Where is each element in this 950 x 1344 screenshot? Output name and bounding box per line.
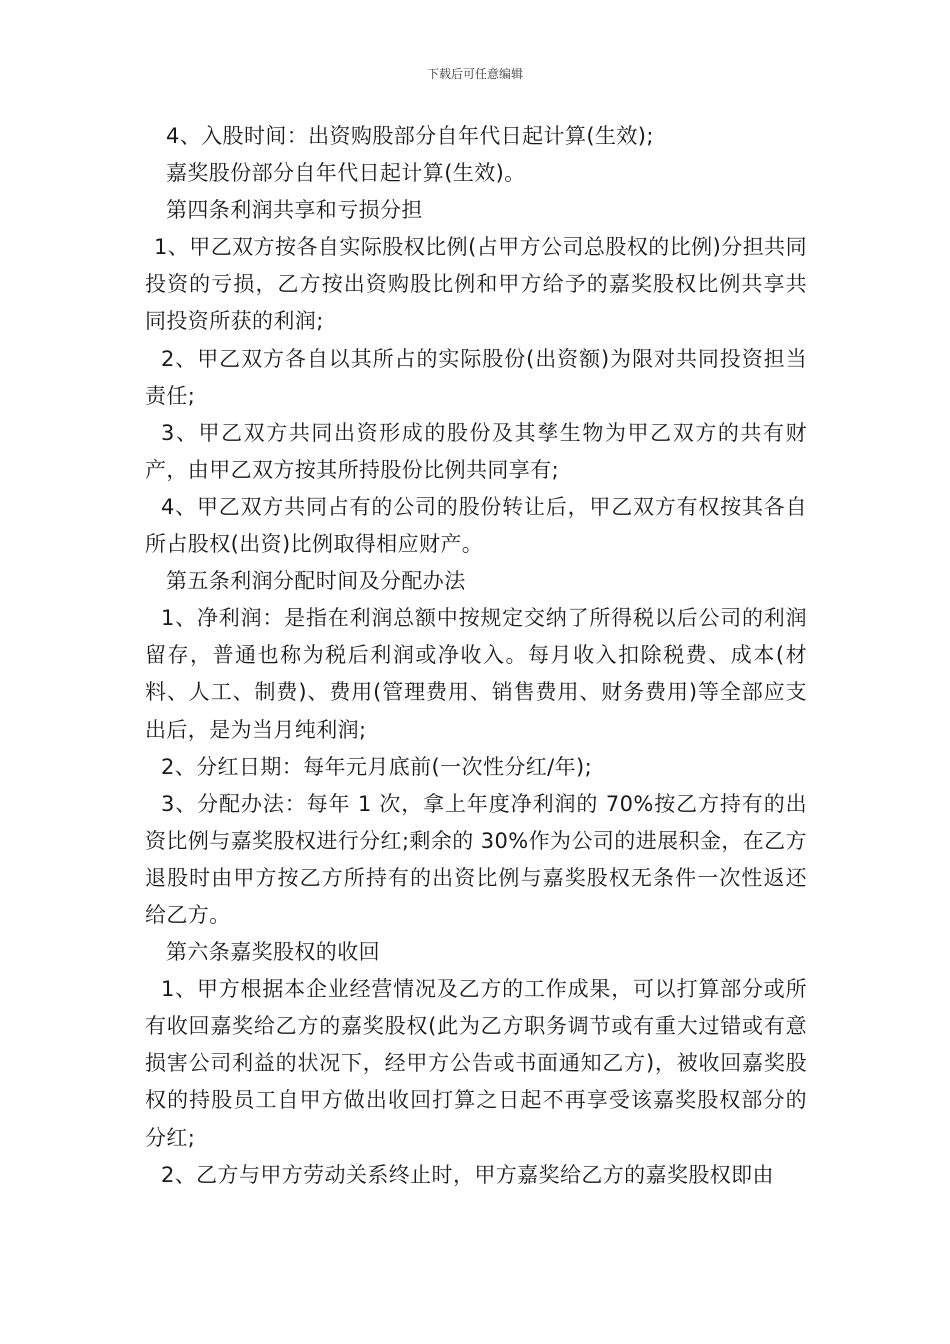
section-heading: 第六条嘉奖股权的收回 [166, 940, 380, 965]
section-heading: 第四条利润共享和亏损分担 [166, 198, 423, 223]
paragraph: 嘉奖股份部分自年代日起计算(生效)。 [166, 161, 526, 186]
paragraph: 3、甲乙双方共同出资形成的股份及其孳生物为甲乙双方的共有财产，由甲乙双方按其所持股份比例共同享有; [145, 420, 807, 482]
section-heading: 第五条利润分配时间及分配办法 [166, 569, 466, 594]
paragraph: 4、甲乙双方共同占有的公司的股份转让后，甲乙双方有权按其各自所占股权(出资)比例取得相应财产。 [145, 494, 807, 557]
paragraph: 2、甲乙双方各自以其所占的实际股份(出资额)为限对共同投资担当责任; [145, 346, 807, 408]
page-header-note: 下载后可任意编辑 [426, 67, 523, 81]
paragraph: 2、分红日期：每年元月底前(一次性分红/年); [161, 754, 593, 779]
paragraph: 1、净利润：是指在利润总额中按规定交纳了所得税以后公司的利润留存，普通也称为税后利润或净收入。每月收入扣除税费、成本(材料、人工、制费)、费用(管理费用、销售费用、财务费用)等全部应支出后，是为当月纯利润; [145, 606, 807, 742]
paragraph: 4、入股时间：出资购股部分自年代日起计算(生效); [166, 124, 654, 148]
paragraph: 2、乙方与甲方劳动关系终止时，甲方嘉奖给乙方的嘉奖股权即由 [161, 1162, 774, 1187]
paragraph: 1、甲方根据本企业经营情况及乙方的工作成果，可以打算部分或所有收回嘉奖给乙方的嘉奖股权(此为乙方职务调节或有重大过错或有意损害公司利益的状况下，经甲方公告或书面通知乙方)，被收回嘉奖股权的持股员工自甲方做出收回打算之日起不再享受该嘉奖股权部分的分红; [145, 977, 807, 1150]
paragraph: 3、分配办法：每年 1 次，拿上年度净利润的 70%按乙方持有的出资比例与嘉奖股权进行分红;剩余的 30%作为公司的进展积金，在乙方退股时由甲方按乙方所持有的出资比例与嘉奖股权无条件一次性返还给乙方。 [145, 791, 807, 927]
document-body [145, 118, 807, 1194]
paragraph: 1、甲乙双方按各自实际股权比例(占甲方公司总股权的比例)分担共同投资的亏损，乙方按出资购股比例和甲方给予的嘉奖股权比例共享共同投资所获的利润; [145, 235, 807, 334]
